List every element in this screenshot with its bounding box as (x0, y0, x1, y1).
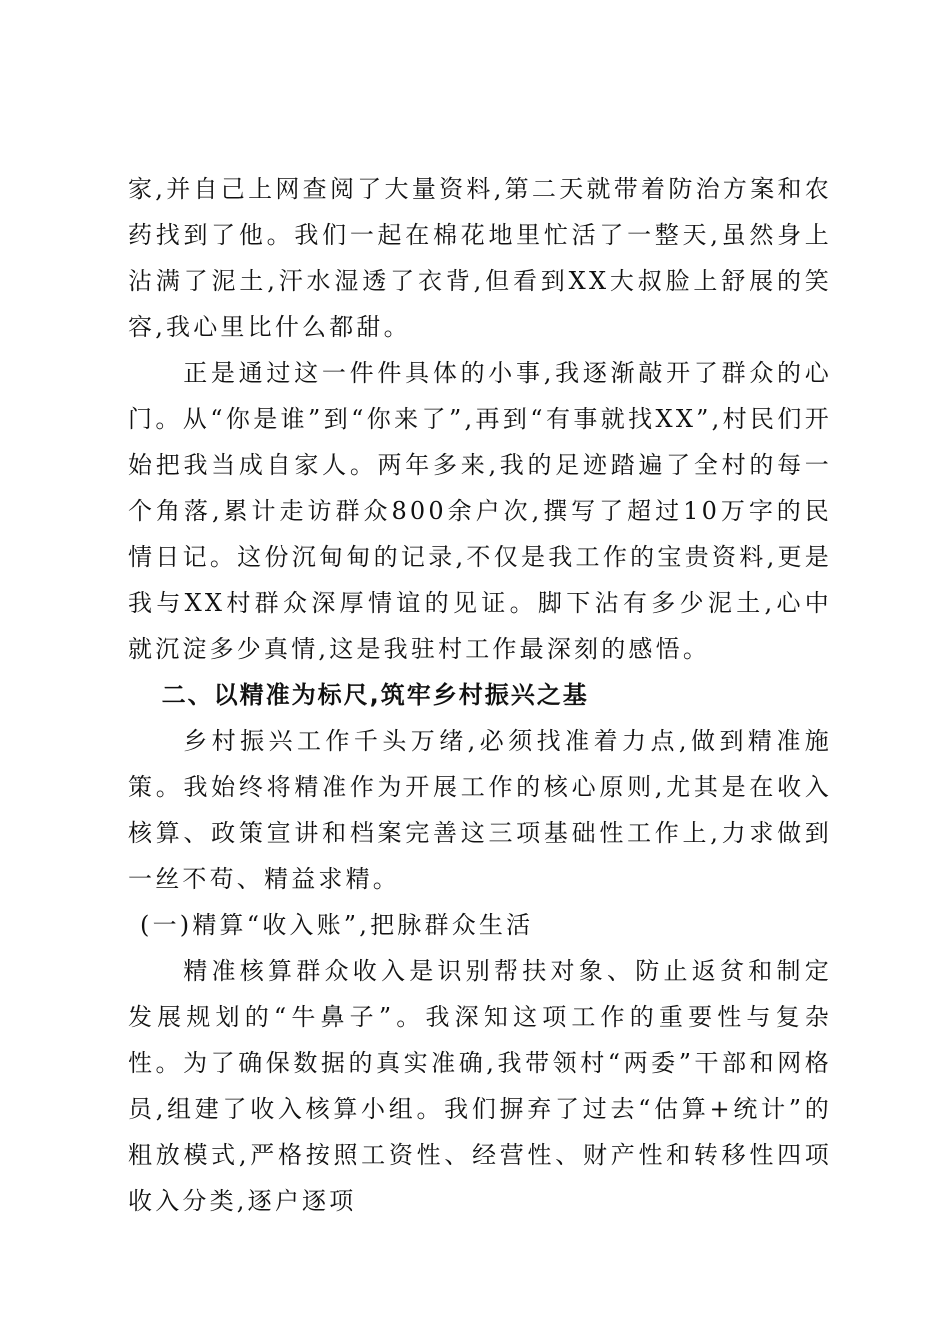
paragraph-precision-intro: 乡村振兴工作千头万绪,必须找准着力点,做到精准施策。我始终将精准作为开展工作的核心原则,尤其是在收入核算、政策宣讲和档案完善这三项基础性工作上,力求做到一丝不苟、精益求精。 (128, 727, 832, 893)
document-body (128, 166, 832, 1224)
paragraph-income-accounting: 精准核算群众收入是识别帮扶对象、防止返贫和制定发展规划的“牛鼻子”。我深知这项工作的重要性与复杂性。为了确保数据的真实准确,我带领村“两委”干部和网格员,组建了收入核算小组。我们摒弃了过去“估算+统计”的粗放模式,严格按照工资性、经营性、财产性和转移性四项收入分类,逐户逐项 (128, 957, 832, 1215)
subsection-heading-income: (一)精算“收入账”,把脉群众生活 (140, 911, 534, 939)
paragraph-village-trust: 正是通过这一件件具体的小事,我逐渐敲开了群众的心门。从“你是谁”到“你来了”,再到“有事就找XX”,村民们开始把我当成自家人。两年多来,我的足迹踏遍了全村的每一个角落,累计走访群众800余户次,撰写了超过10万字的民情日记。这份沉甸甸的记录,不仅是我工作的宝贵资料,更是我与XX村群众深厚情谊的见证。脚下沾有多少泥土,心中就沉淀多少真情,这是我驻村工作最深刻的感悟。 (128, 359, 832, 663)
paragraph-continuation: 家,并自己上网查阅了大量资料,第二天就带着防治方案和农药找到了他。我们一起在棉花地里忙活了一整天,虽然身上沾满了泥土,汗水湿透了衣背,但看到XX大叔脸上舒展的笑容,我心里比什么都甜。 (128, 175, 832, 341)
section-heading-precision: 二、以精准为标尺,筑牢乡村振兴之基 (161, 681, 589, 709)
